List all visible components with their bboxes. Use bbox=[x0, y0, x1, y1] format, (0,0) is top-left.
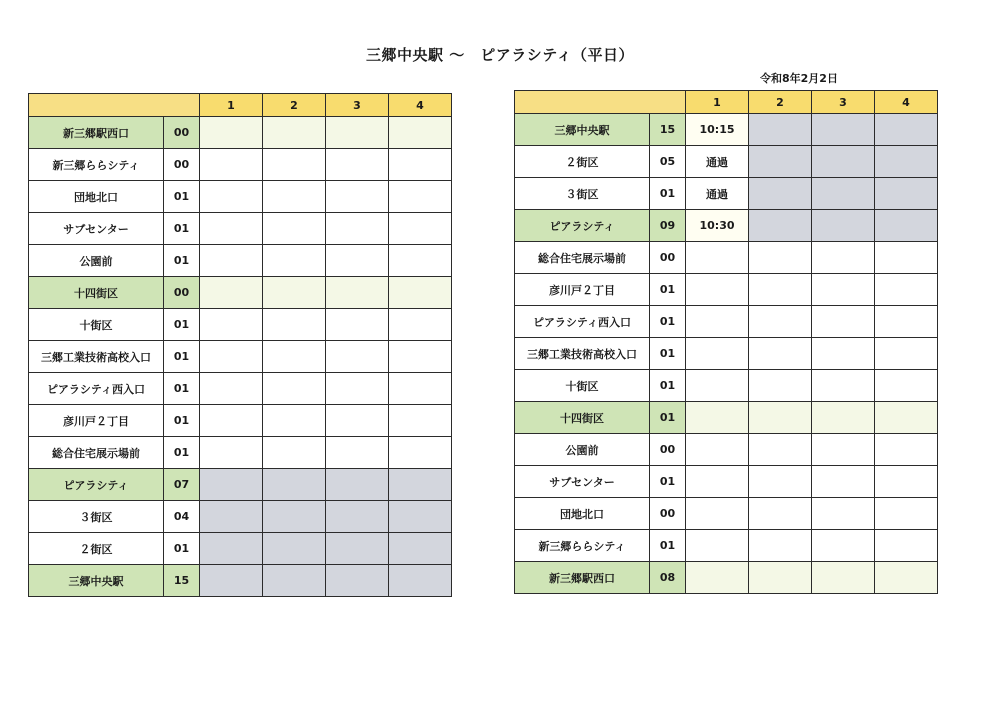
stop-code: 00 bbox=[164, 117, 200, 149]
stop-name: 新三郷ららシティ bbox=[515, 530, 650, 562]
time-cell bbox=[875, 274, 938, 306]
time-cell bbox=[200, 277, 263, 309]
date-label: 令和8年2月2日 bbox=[760, 72, 838, 85]
time-cell bbox=[875, 242, 938, 274]
time-cell bbox=[875, 562, 938, 594]
time-cell bbox=[200, 245, 263, 277]
time-cell bbox=[389, 437, 452, 469]
time-cell bbox=[389, 565, 452, 597]
stop-code: 01 bbox=[164, 309, 200, 341]
time-cell bbox=[200, 149, 263, 181]
time-cell bbox=[812, 274, 875, 306]
trip-column-header: 3 bbox=[812, 91, 875, 114]
time-cell bbox=[875, 178, 938, 210]
stop-name: サブセンター bbox=[29, 213, 164, 245]
table-row bbox=[29, 565, 452, 597]
time-cell bbox=[812, 530, 875, 562]
time-cell bbox=[875, 370, 938, 402]
time-cell bbox=[326, 213, 389, 245]
time-cell bbox=[812, 402, 875, 434]
time-cell bbox=[812, 114, 875, 146]
table-row bbox=[515, 370, 938, 402]
stop-code: 01 bbox=[164, 341, 200, 373]
time-cell bbox=[686, 434, 749, 466]
table-row bbox=[515, 530, 938, 562]
stop-name: 三郷工業技術高校入口 bbox=[29, 341, 164, 373]
time-cell bbox=[749, 178, 812, 210]
stop-name: ピアラシティ bbox=[515, 210, 650, 242]
stop-name: 三郷中央駅 bbox=[29, 565, 164, 597]
stop-code: 01 bbox=[164, 373, 200, 405]
time-cell bbox=[263, 181, 326, 213]
time-cell bbox=[326, 437, 389, 469]
time-cell bbox=[326, 501, 389, 533]
time-cell bbox=[263, 469, 326, 501]
header-row bbox=[29, 94, 452, 117]
timetable-outbound bbox=[28, 93, 452, 597]
time-cell: 通過 bbox=[686, 178, 749, 210]
table-row bbox=[29, 405, 452, 437]
time-cell bbox=[389, 373, 452, 405]
stop-name: ３街区 bbox=[29, 501, 164, 533]
stop-code: 01 bbox=[650, 370, 686, 402]
table-row bbox=[515, 178, 938, 210]
table-row bbox=[29, 309, 452, 341]
time-cell bbox=[749, 146, 812, 178]
stop-name: ピアラシティ西入口 bbox=[515, 306, 650, 338]
table-row bbox=[29, 149, 452, 181]
stop-name: ２街区 bbox=[29, 533, 164, 565]
time-cell bbox=[875, 146, 938, 178]
time-cell bbox=[200, 405, 263, 437]
table-row bbox=[29, 181, 452, 213]
stop-name: 十街区 bbox=[29, 309, 164, 341]
stop-code: 09 bbox=[650, 210, 686, 242]
table-row bbox=[515, 338, 938, 370]
stop-name: 新三郷駅西口 bbox=[29, 117, 164, 149]
stop-name: 団地北口 bbox=[515, 498, 650, 530]
time-cell bbox=[389, 309, 452, 341]
time-cell bbox=[686, 274, 749, 306]
time-cell bbox=[326, 373, 389, 405]
stop-code: 00 bbox=[164, 277, 200, 309]
time-cell bbox=[326, 565, 389, 597]
time-cell bbox=[749, 114, 812, 146]
table-row bbox=[515, 434, 938, 466]
stop-name: ２街区 bbox=[515, 146, 650, 178]
time-cell bbox=[749, 274, 812, 306]
page-title: 三郷中央駅 ～ ピアラシティ（平日） bbox=[365, 46, 635, 64]
trip-column-header: 1 bbox=[200, 94, 263, 117]
time-cell bbox=[686, 530, 749, 562]
time-cell bbox=[263, 309, 326, 341]
table-row bbox=[29, 213, 452, 245]
table-row bbox=[29, 341, 452, 373]
table-row bbox=[515, 242, 938, 274]
time-cell bbox=[389, 501, 452, 533]
time-cell bbox=[749, 434, 812, 466]
time-cell bbox=[749, 562, 812, 594]
time-cell bbox=[389, 277, 452, 309]
stop-code: 01 bbox=[164, 437, 200, 469]
time-cell bbox=[326, 245, 389, 277]
table-row bbox=[515, 306, 938, 338]
trip-column-header: 4 bbox=[875, 91, 938, 114]
time-cell bbox=[200, 181, 263, 213]
time-cell bbox=[326, 117, 389, 149]
time-cell bbox=[389, 245, 452, 277]
time-cell bbox=[263, 117, 326, 149]
stop-code: 01 bbox=[164, 405, 200, 437]
time-cell bbox=[389, 469, 452, 501]
stop-name: 新三郷ららシティ bbox=[29, 149, 164, 181]
trip-column-header: 4 bbox=[389, 94, 452, 117]
stop-code: 01 bbox=[650, 178, 686, 210]
time-cell bbox=[749, 466, 812, 498]
time-cell bbox=[875, 210, 938, 242]
time-cell bbox=[263, 565, 326, 597]
time-cell bbox=[263, 533, 326, 565]
time-cell bbox=[200, 469, 263, 501]
header-blank-cell bbox=[29, 94, 200, 117]
time-cell bbox=[812, 210, 875, 242]
time-cell bbox=[389, 213, 452, 245]
table-row bbox=[515, 274, 938, 306]
stop-code: 15 bbox=[650, 114, 686, 146]
header-blank-cell bbox=[515, 91, 686, 114]
time-cell bbox=[812, 434, 875, 466]
time-cell bbox=[686, 370, 749, 402]
time-cell bbox=[749, 370, 812, 402]
table-row bbox=[29, 501, 452, 533]
time-cell bbox=[200, 117, 263, 149]
stop-code: 01 bbox=[650, 466, 686, 498]
stop-name: 十四街区 bbox=[515, 402, 650, 434]
time-cell bbox=[749, 530, 812, 562]
time-cell bbox=[200, 373, 263, 405]
time-cell bbox=[749, 338, 812, 370]
table-row bbox=[29, 245, 452, 277]
time-cell bbox=[686, 338, 749, 370]
time-cell bbox=[686, 498, 749, 530]
stop-code: 00 bbox=[650, 434, 686, 466]
time-cell bbox=[389, 341, 452, 373]
time-cell bbox=[812, 498, 875, 530]
time-cell bbox=[389, 405, 452, 437]
time-cell bbox=[749, 498, 812, 530]
time-cell bbox=[326, 533, 389, 565]
trip-column-header: 2 bbox=[749, 91, 812, 114]
time-cell bbox=[263, 149, 326, 181]
stop-code: 00 bbox=[650, 498, 686, 530]
trip-column-header: 3 bbox=[326, 94, 389, 117]
stop-code: 15 bbox=[164, 565, 200, 597]
table-row bbox=[29, 437, 452, 469]
table-row bbox=[29, 373, 452, 405]
time-cell bbox=[749, 242, 812, 274]
stop-name: 彦川戸２丁目 bbox=[515, 274, 650, 306]
time-cell bbox=[812, 306, 875, 338]
trip-column-header: 1 bbox=[686, 91, 749, 114]
time-cell bbox=[389, 149, 452, 181]
stop-code: 01 bbox=[650, 530, 686, 562]
table-row bbox=[515, 466, 938, 498]
stop-name: 彦川戸２丁目 bbox=[29, 405, 164, 437]
time-cell: 通過 bbox=[686, 146, 749, 178]
time-cell bbox=[875, 530, 938, 562]
time-cell bbox=[812, 178, 875, 210]
time-cell bbox=[200, 309, 263, 341]
stop-code: 04 bbox=[164, 501, 200, 533]
time-cell bbox=[200, 533, 263, 565]
stop-name: 十四街区 bbox=[29, 277, 164, 309]
table-row bbox=[515, 402, 938, 434]
time-cell bbox=[263, 373, 326, 405]
stop-name: 新三郷駅西口 bbox=[515, 562, 650, 594]
time-cell bbox=[686, 562, 749, 594]
stop-name: ３街区 bbox=[515, 178, 650, 210]
time-cell bbox=[686, 402, 749, 434]
time-cell bbox=[875, 498, 938, 530]
stop-code: 07 bbox=[164, 469, 200, 501]
time-cell bbox=[812, 146, 875, 178]
time-cell bbox=[200, 501, 263, 533]
time-cell bbox=[389, 117, 452, 149]
time-cell bbox=[263, 213, 326, 245]
stop-name: 団地北口 bbox=[29, 181, 164, 213]
time-cell bbox=[875, 114, 938, 146]
time-cell bbox=[263, 341, 326, 373]
time-cell bbox=[686, 306, 749, 338]
time-cell bbox=[686, 466, 749, 498]
table-row bbox=[515, 562, 938, 594]
time-cell bbox=[812, 466, 875, 498]
time-cell: 10:15 bbox=[686, 114, 749, 146]
time-cell bbox=[326, 181, 389, 213]
header-row bbox=[515, 91, 938, 114]
table-row bbox=[29, 533, 452, 565]
stop-code: 01 bbox=[650, 402, 686, 434]
time-cell bbox=[812, 338, 875, 370]
stop-code: 00 bbox=[164, 149, 200, 181]
time-cell bbox=[749, 306, 812, 338]
time-cell bbox=[326, 469, 389, 501]
time-cell bbox=[812, 370, 875, 402]
time-cell bbox=[749, 402, 812, 434]
table-row bbox=[515, 146, 938, 178]
time-cell bbox=[263, 501, 326, 533]
stop-code: 01 bbox=[650, 306, 686, 338]
stop-code: 01 bbox=[650, 338, 686, 370]
stop-code: 01 bbox=[164, 245, 200, 277]
timetable-return bbox=[514, 90, 938, 594]
time-cell bbox=[200, 437, 263, 469]
time-cell bbox=[686, 242, 749, 274]
stop-code: 01 bbox=[650, 274, 686, 306]
table-row bbox=[515, 114, 938, 146]
time-cell bbox=[875, 402, 938, 434]
time-cell bbox=[749, 210, 812, 242]
stop-name: サブセンター bbox=[515, 466, 650, 498]
time-cell bbox=[263, 437, 326, 469]
stop-name: 公園前 bbox=[515, 434, 650, 466]
stop-name: 総合住宅展示場前 bbox=[515, 242, 650, 274]
time-cell bbox=[326, 309, 389, 341]
table-row bbox=[515, 498, 938, 530]
time-cell bbox=[812, 562, 875, 594]
time-cell bbox=[326, 341, 389, 373]
table-row bbox=[29, 277, 452, 309]
stop-name: 総合住宅展示場前 bbox=[29, 437, 164, 469]
stop-name: ピアラシティ西入口 bbox=[29, 373, 164, 405]
stop-name: 公園前 bbox=[29, 245, 164, 277]
stop-code: 01 bbox=[164, 533, 200, 565]
time-cell bbox=[200, 565, 263, 597]
table-row bbox=[29, 469, 452, 501]
time-cell bbox=[812, 242, 875, 274]
time-cell bbox=[263, 245, 326, 277]
stop-code: 05 bbox=[650, 146, 686, 178]
stop-name: 三郷中央駅 bbox=[515, 114, 650, 146]
time-cell bbox=[875, 466, 938, 498]
stop-name: 十街区 bbox=[515, 370, 650, 402]
time-cell: 10:30 bbox=[686, 210, 749, 242]
time-cell bbox=[200, 341, 263, 373]
time-cell bbox=[326, 405, 389, 437]
stop-name: 三郷工業技術高校入口 bbox=[515, 338, 650, 370]
stop-code: 01 bbox=[164, 181, 200, 213]
stop-name: ピアラシティ bbox=[29, 469, 164, 501]
time-cell bbox=[389, 181, 452, 213]
time-cell bbox=[875, 338, 938, 370]
time-cell bbox=[389, 533, 452, 565]
stop-code: 00 bbox=[650, 242, 686, 274]
stop-code: 08 bbox=[650, 562, 686, 594]
time-cell bbox=[875, 434, 938, 466]
time-cell bbox=[200, 213, 263, 245]
table-row bbox=[29, 117, 452, 149]
time-cell bbox=[326, 277, 389, 309]
time-cell bbox=[326, 149, 389, 181]
time-cell bbox=[263, 277, 326, 309]
trip-column-header: 2 bbox=[263, 94, 326, 117]
time-cell bbox=[875, 306, 938, 338]
time-cell bbox=[263, 405, 326, 437]
table-row bbox=[515, 210, 938, 242]
stop-code: 01 bbox=[164, 213, 200, 245]
